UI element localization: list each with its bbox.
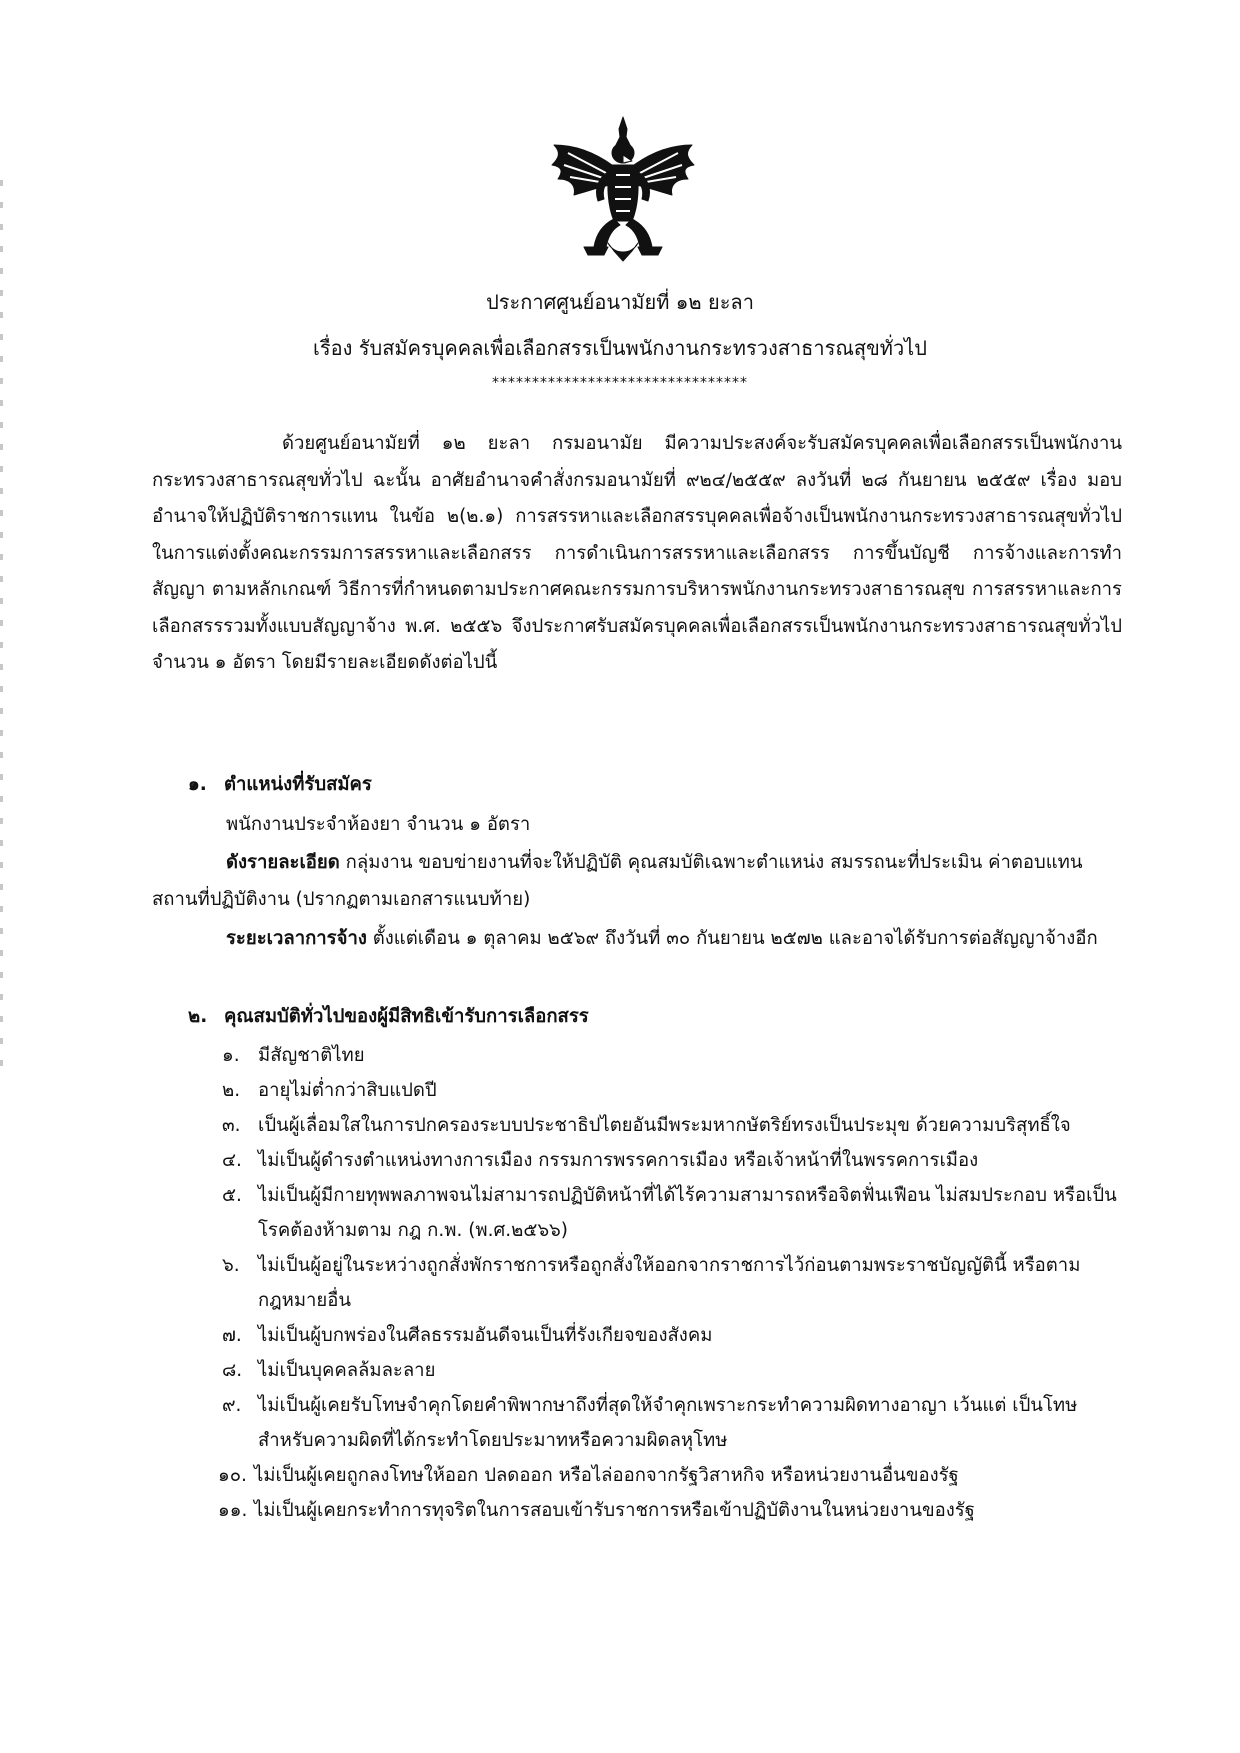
item-text: เป็นผู้เลื่อมใสในการปกครองระบบประชาธิปไตยอันมีพระมหากษัตริย์ทรงเป็นประมุข ด้วยความบริสุทธิ์ใจ [258,1115,1071,1136]
period-paragraph [152,920,1122,957]
item-text: ไม่เป็นผู้เคยกระทำการทุจริตในการสอบเข้ารับราชการหรือเข้าปฏิบัติงานในหน่วยงานของรัฐ [254,1500,975,1521]
item-number: ๘. [222,1360,243,1381]
list-item [222,1353,1122,1388]
position-line: พนักงานประจำห้องยา จำนวน ๑ อัตรา [226,814,531,835]
item-number: ๒. [222,1080,241,1101]
section-1-title: ตำแหน่งที่รับสมัคร [224,774,372,795]
item-text: ไม่เป็นผู้เคยถูกลงโทษให้ออก ปลดออก หรือไล่ออกจากรัฐวิสาหกิจ หรือหน่วยงานอื่นของรัฐ [254,1465,959,1486]
intro-text: ด้วยศูนย์อนามัยที่ ๑๒ ยะลา กรมอนามัย มีความประสงค์จะรับสมัครบุคคลเพื่อเลือกสรรเป็นพนักงานกระทรวงสาธารณสุขทั่วไป ฉะนั้น อาศัยอำนาจคำสั่งกรมอนามัยที่ ๙๒๔/๒๕๕๙ ลงวันที่ ๒๘ กันยายน ๒๕๕๙ เรื่อง มอบอำนาจให้ปฏิบัติราชการแทน ในข้อ ๒(๒.๑) การสรรหาและเลือกสรรบุคคลเพื่อจ้างเป็นพนักงานกระทรวงสาธารณสุขทั่วไป ในการแต่งตั้งคณะกรรมการสรรหาและเลือกสรร การดำเนินการสรรหาและเลือกสรร การขึ้นบัญชี การจ้างและการทำสัญญา ตามหลักเกณฑ์ วิธีการที่กำหนดตามประกาศคณะกรรมการบริหารพนักงานกระทรวงสาธารณสุข การสรรหาและการเลือกสรรรวมทั้งแบบสัญญาจ้าง พ.ศ. ๒๕๕๖ จึงประกาศรับสมัครบุคคลเพื่อเลือกสรรเป็นพนักงานกระทรวงสาธารณสุขทั่วไป จำนวน ๑ อัตรา โดยมีรายละเอียดดังต่อไปนี้ [152,433,1122,673]
section-2-title: คุณสมบัติทั่วไปของผู้มีสิทธิเข้ารับการเลือกสรร [224,1006,589,1027]
list-item [222,1143,1122,1178]
item-text: ไม่เป็นผู้เคยรับโทษจำคุกโดยคำพิพากษาถึงที่สุดให้จำคุกเพราะกระทำความผิดทางอาญา เว้นแต่ เป็นโทษสำหรับความผิดที่ได้กระทำโดยประมาทหรือความผิดลหุโทษ [258,1395,1078,1451]
section-1-heading [188,770,372,799]
item-text: ไม่เป็นผู้อยู่ในระหว่างถูกสั่งพักราชการหรือถูกสั่งให้ออกจากราชการไว้ก่อนตามพระราชบัญญัตินี้ หรือตามกฎหมายอื่น [258,1255,1081,1311]
details-paragraph [152,844,1122,918]
announcement-title: ประกาศศูนย์อนามัยที่ ๑๒ ยะลา [486,290,754,314]
list-item [222,1108,1122,1143]
announcement-subject: เรื่อง รับสมัครบุคคลเพื่อเลือกสรรเป็นพนักงานกระทรวงสาธารณสุขทั่วไป [313,336,927,360]
list-item [222,1248,1122,1318]
list-item [222,1318,1122,1353]
item-text: อายุไม่ต่ำกว่าสิบแปดปี [258,1080,437,1101]
section-2-heading [188,1002,589,1031]
item-number: ๓. [222,1115,241,1136]
item-number: ๑๑. [218,1500,248,1521]
list-item [218,1458,1122,1493]
item-number: ๖. [222,1255,240,1276]
item-text: ไม่เป็นผู้มีกายทุพพลภาพจนไม่สามารถปฏิบัติหน้าที่ได้ไร้ความสามารถหรือจิตฟั่นเฟือน ไม่สมประกอบ หรือเป็นโรคต้องห้ามตาม กฎ ก.พ. (พ.ศ.๒๕๖๖) [258,1185,1117,1241]
list-item [222,1178,1122,1248]
item-number: ๑. [222,1045,240,1066]
qualification-list [218,1038,1122,1528]
item-number: ๙. [222,1395,242,1416]
item-text: ไม่เป็นบุคคลล้มละลาย [258,1360,436,1381]
section-1-number: ๑. [188,774,207,795]
intro-paragraph [152,426,1122,682]
list-item [222,1388,1122,1458]
garuda-emblem-icon [548,115,698,265]
scan-edge-artifact [0,180,3,1080]
item-text: ไม่เป็นผู้บกพร่องในศีลธรรมอันดีจนเป็นที่รังเกียจของสังคม [258,1325,713,1346]
period-text: ตั้งแต่เดือน ๑ ตุลาคม ๒๕๖๙ ถึงวันที่ ๓๐ กันยายน ๒๕๗๒ และอาจได้รับการต่อสัญญาจ้างอีก [366,928,1098,949]
item-number: ๑๐. [218,1465,247,1486]
details-label: ดังรายละเอียด [226,852,340,873]
list-item [222,1073,1122,1108]
star-divider: ******************************** [492,375,748,391]
item-text: ไม่เป็นผู้ดำรงตำแหน่งทางการเมือง กรรมการพรรคการเมือง หรือเจ้าหน้าที่ในพรรคการเมือง [258,1150,979,1171]
list-item [218,1493,1122,1528]
list-item [222,1038,1122,1073]
item-number: ๕. [222,1185,242,1206]
section-2-number: ๒. [188,1006,208,1027]
details-text: กลุ่มงาน ขอบข่ายงานที่จะให้ปฏิบัติ คุณสมบัติเฉพาะตำแหน่ง สมรรถนะที่ประเมิน ค่าตอบแทน สถานที่ปฏิบัติงาน (ปรากฏตามเอกสารแนบท้าย) [152,852,1083,910]
item-text: มีสัญชาติไทย [258,1045,365,1066]
period-label: ระยะเวลาการจ้าง [226,928,367,949]
item-number: ๔. [222,1150,242,1171]
item-number: ๗. [222,1325,242,1346]
